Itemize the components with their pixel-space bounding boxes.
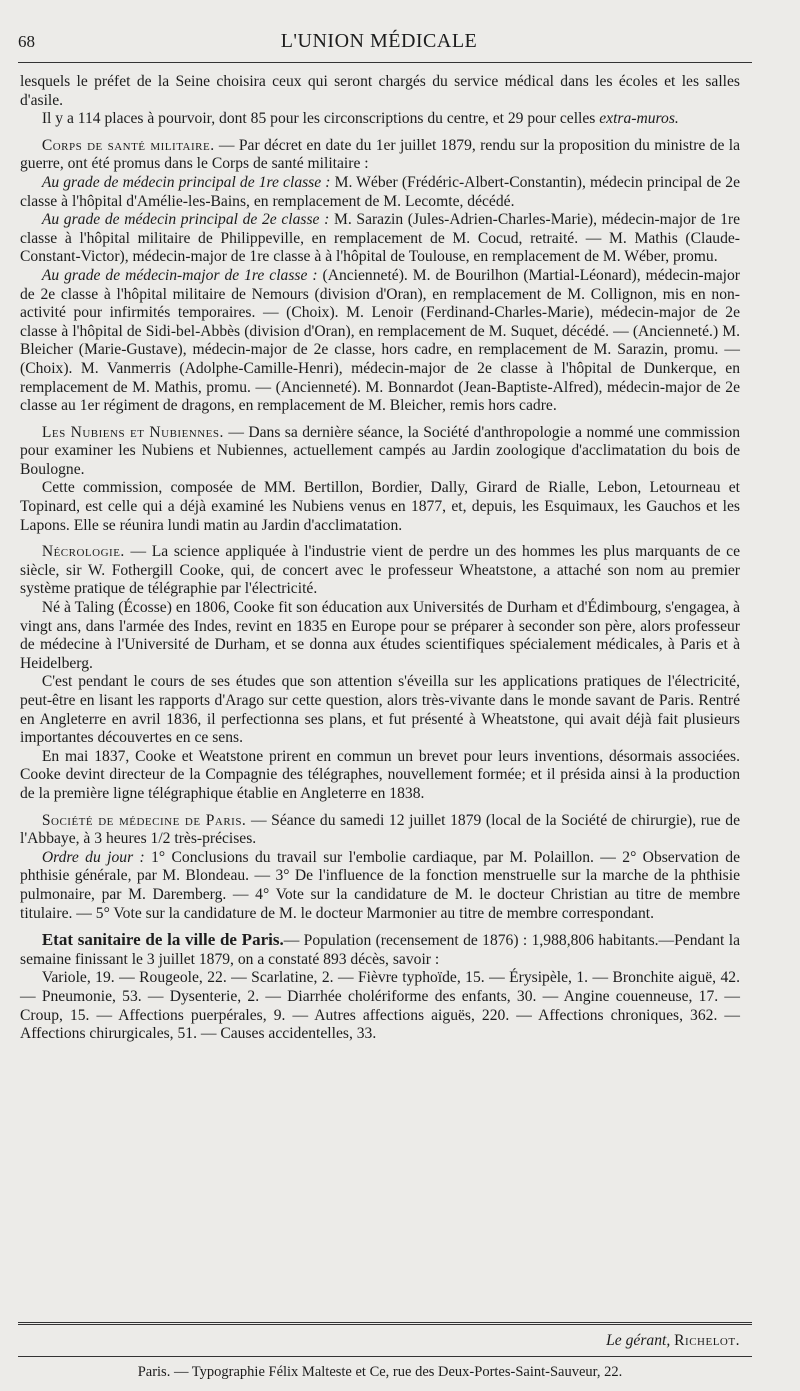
paragraph	[20, 479, 740, 535]
paragraph-text: — Dans sa dernière séance, la Société d'anthropologie a nommé une commission pour examiner les Nubiens et Nubiennes, actuellement campés au Jardin zoologique d'acclimatation du bois de Boulogne.	[20, 423, 741, 478]
paragraph-text: 1° Conclusions du travail sur l'embolie cardiaque, par M. Polaillon. — 2° Observation de phthisie générale, par M. Blondeau. — 3° De l'influence de la fonction menstruelle sur la marche de la phthisie pulmonaire, par M. Daremberg. — 4° Vote sur la candidature de M. le docteur Christian au titre de membre titulaire. — 5° Vote sur la candidature de M. le docteur Marmonier au titre de membre correspondant.	[20, 848, 740, 922]
paragraph-text: Variole, 19. — Rougeole, 22. — Scarlatine, 2. — Fièvre typhoïde, 15. — Érysipèle, 1. — Bronchite aiguë, 42. — Pneumonie, 53. — Dysenterie, 2. — Diarrhée cholériforme des enfants, 30. — Angine couenneuse, 17. — Croup, 15. — Affections puerpérales, 9. — Autres affections aiguës, 220. — Affections chroniques, 362. — Affections chirurgicales, 51. — Causes accidentelles, 33.	[20, 969, 740, 1043]
page-header	[18, 28, 740, 58]
paragraph-text: — La science appliquée à l'industrie vient de perdre un des hommes les plus marquants de ce siècle, sir W. Fothergill Cooke, qui, de concert avec le professeur Wheatstone, a attaché son nom au premier système pratique de télégraphie par l'électricité.	[20, 543, 740, 598]
paragraph-text: M. Sarazin (Jules-Adrien-Charles-Marie), médecin-major de 1re classe à l'hôpital militaire de Philippeville, en remplacement de M. Cocud, retraité. — M. Mathis (Claude-Constant-Victor), médecin-major de 1re classe à à l'hôpital de Toulouse, en remplacement de M. Wéber, promu.	[20, 211, 740, 266]
paragraph-text: — Par décret en date du 1er juillet 1879, rendu sur la proposition du ministre de la guerre, ont été promus dans le Corps de santé militaire :	[20, 136, 740, 173]
footer-rule-top	[18, 1322, 752, 1325]
footer-rule-bottom	[18, 1356, 752, 1357]
paragraph	[20, 137, 740, 174]
paragraph	[20, 174, 740, 211]
paragraph	[20, 931, 740, 969]
paragraph-text: M. Wéber (Frédéric-Albert-Constantin), médecin principal de 2e classe à l'hôpital d'Amélie-les-Bains, en remplacement de M. Lecomte, décédé.	[20, 173, 740, 210]
paragraph-heading: Ordre du jour :	[41, 848, 145, 866]
header-rule	[18, 62, 752, 63]
paragraph-text: (Ancienneté). M. de Bourilhon (Martial-Léonard), médecin-major de 2e classe à l'hôpital militaire de Nemours (division d'Oran), en remplacement de M. Collignon, mis en non-activité pour infirmités temporaires. — (Choix). M. Lenoir (Ferdinand-Charles-Marie), médecin-major de 2e classe à l'hôpital de Sidi-bel-Abbès (division d'Oran), en remplacement de M. Suquet, décédé. — (Ancienneté.) M. Bleicher (Marie-Gustave), médecin-major de 2e classe, hors cadre, en remplacement de M. Sarazin, promu. — (Choix). M. Vanmerris (Adolphe-Camille-Henri), médecin-major de 2e classe à l'hôpital de Dunkerque, en remplacement de M. Mathis, promu. — (Ancienneté). M. Bonnardot (Jean-Baptiste-Alfred), médecin-major de 2e classe au 1er régiment de dragons, en remplacement de M. Bleicher, remis hors cadre.	[20, 266, 740, 415]
paragraph-heading: Corps de santé militaire.	[41, 136, 215, 154]
gerant-label: Le gérant,	[606, 1332, 671, 1349]
paragraph-heading: Nécrologie.	[41, 543, 125, 561]
paragraph-heading: Société de médecine de Paris.	[41, 811, 247, 829]
paragraph	[20, 673, 740, 747]
article-body	[20, 73, 740, 1044]
printer-line	[20, 1364, 740, 1381]
paragraph-heading: Au grade de médecin-major de 1re classe :	[41, 266, 318, 284]
paragraph	[20, 211, 740, 267]
paragraph	[20, 849, 740, 923]
page-number: 68	[18, 32, 35, 51]
paragraph-heading: Etat sanitaire de la ville de Paris.	[41, 930, 284, 950]
paragraph	[20, 110, 740, 129]
paragraph	[20, 748, 740, 804]
gerant-signature	[606, 1332, 740, 1350]
paragraph	[20, 73, 740, 110]
paragraph-text: — Séance du samedi 12 juillet 1879 (local de la Société de chirurgie), rue de l'Abbaye, à 3 heures 1/2 très-précises.	[20, 811, 740, 848]
printer-imprint: Paris. — Typographie Félix Malteste et Ce, rue des Deux-Portes-Saint-Sauveur, 22.	[137, 1364, 623, 1380]
paragraph	[20, 424, 740, 480]
paragraph-heading: Au grade de médecin principal de 1re classe :	[41, 173, 331, 191]
paragraph	[20, 543, 740, 599]
paragraph-text: Cette commission, composée de MM. Bertillon, Bordier, Dally, Girard de Rialle, Lebon, Letourneau et Topinard, est celle qui a déjà examiné les Nubiens venus en 1877, et, depuis, les Esquimaux, les Gauchos et les Lapons. Elle se réunira lundi matin au Jardin d'acclimatation.	[20, 479, 740, 534]
paragraph	[20, 812, 740, 849]
paragraph-text: Né à Taling (Écosse) en 1806, Cooke fit son éducation aux Universités de Durham et d'Édimbourg, s'engagea, à vingt ans, dans l'armée des Indes, revint en 1835 en Europe pour se préparer à seconder son père, alors professeur de médecine à l'Université de Durham, et se donna aux études scientifiques spécialement médicales, à Paris et à Heidelberg.	[20, 599, 740, 672]
paragraph	[20, 267, 740, 416]
paragraph-heading: Au grade de médecin principal de 2e classe :	[41, 211, 330, 229]
paragraph-text: — Population (recensement de 1876) : 1,988,806 habitants.—Pendant la semaine finissant le 3 juillet 1879, on a constaté 893 décès, savoir :	[20, 932, 740, 968]
gerant-name: Richelot.	[674, 1332, 740, 1349]
paragraph-text: Il y a 114 places à pourvoir, dont 85 pour les circonscriptions du centre, et 29 pour celles	[41, 110, 600, 128]
paragraph-heading: Les Nubiens et Nubiennes.	[41, 423, 224, 441]
paragraph	[20, 969, 740, 1043]
paragraph-text: lesquels le préfet de la Seine choisira ceux qui seront chargés du service médical dans les écoles et les salles d'asile.	[20, 73, 740, 109]
running-title: L'UNION MÉDICALE	[280, 30, 478, 52]
paragraph	[20, 599, 740, 673]
paragraph-text: En mai 1837, Cooke et Weatstone prirent en commun un brevet pour leurs inventions, désormais associées. Cooke devint directeur de la Compagnie des télégraphes, nouvellement formée; et il présida ainsi à la production de la première ligne télégraphique établie en Angleterre en 1838.	[20, 747, 740, 802]
paragraph-heading: extra-muros.	[599, 110, 679, 128]
paragraph-text: C'est pendant le cours de ses études que son attention s'éveilla sur les applications pratiques de l'électricité, peut-être en lisant les rapports d'Arago sur cette question, alors très-vivante dans le monde savant de Paris. Rentré en Angleterre en avril 1836, il perfectionna ses plans, et fut présenté à Wheatstone, qui avait déjà fait plusieurs importantes découvertes en ce sens.	[20, 673, 740, 747]
